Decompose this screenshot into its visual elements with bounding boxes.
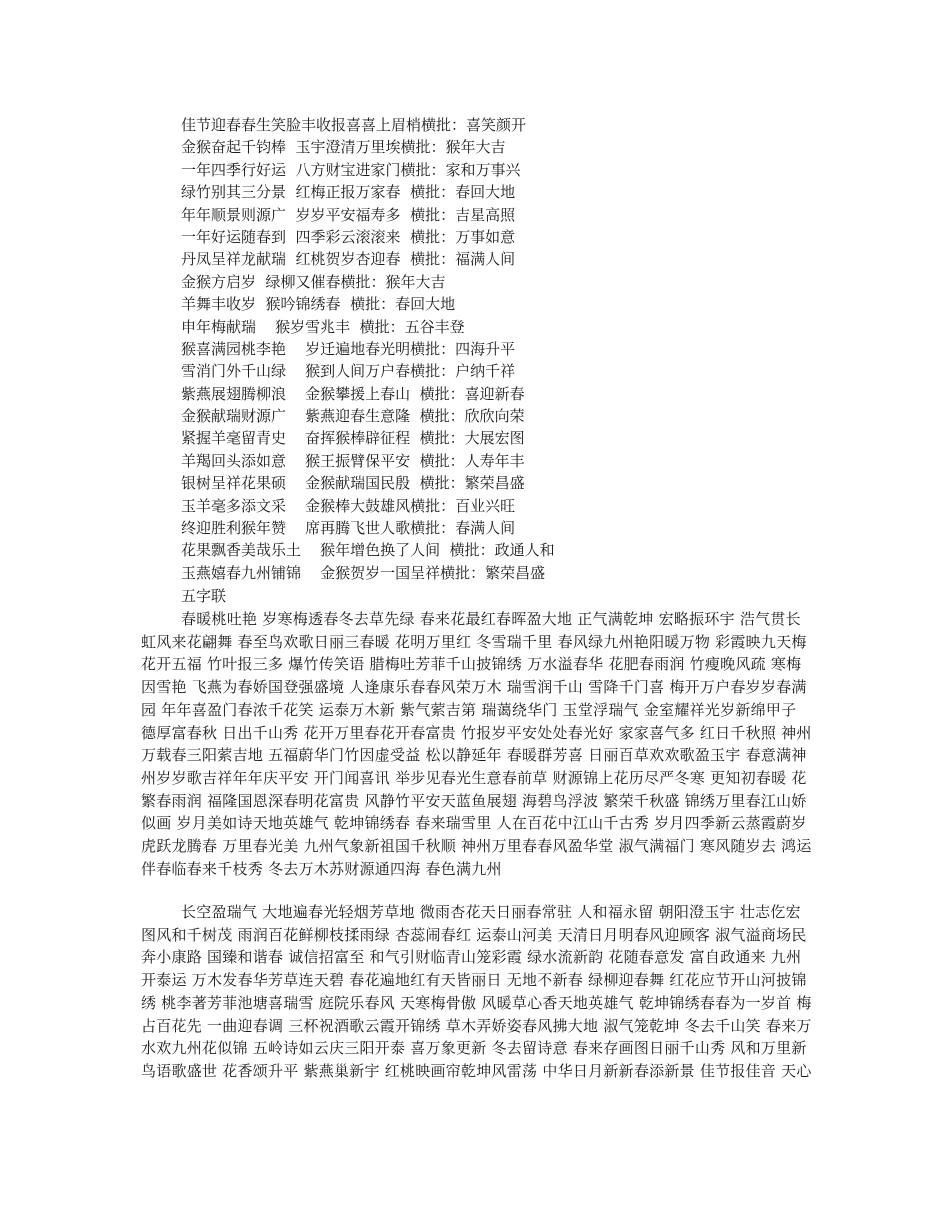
couplet-line: 玉燕嬉春九州铺锦 金猴贺岁一国呈祥横批：繁荣昌盛 xyxy=(181,563,546,582)
couplet-line: 一年好运随春到 四季彩云滚滚来 横批：万事如意 xyxy=(181,227,516,246)
couplet-line: 申年梅献瑞 猴岁雪兆丰 横批：五谷丰登 xyxy=(181,317,465,336)
couplet-line: 羊舞丰收岁 猴吟锦绣春 横批：春回大地 xyxy=(181,295,456,314)
section-heading: 五字联 xyxy=(181,587,227,605)
couplet-line: 金猴方启岁 绿柳又催春横批：猴年大吉 xyxy=(181,272,446,291)
couplet-line: 丹凤呈祥龙献瑞 红桃贺岁杏迎春 横批：福满人间 xyxy=(181,250,516,269)
couplet-line: 紧握羊毫留青史 奋挥猴棒辟征程 横批：大展宏图 xyxy=(181,429,525,448)
couplet-line: 金猴献瑞财源广 紫燕迎春生意隆 横批：欣欣向荣 xyxy=(181,407,525,426)
couplet-line: 玉羊毫多添文采 金猴棒大鼓雄风横批：百业兴旺 xyxy=(181,496,516,515)
couplet-line: 雪消门外千山绿 猴到人间万户春横批：户纳千祥 xyxy=(181,362,516,381)
couplet-line: 紫燕展翅腾柳浪 金猴攀援上春山 横批：喜迎新春 xyxy=(181,384,525,403)
couplet-line: 绿竹别其三分景 红梅正报万家春 横批：春回大地 xyxy=(181,183,516,202)
couplet-line: 金猴奋起千钧棒 玉宇澄清万里埃横批：猴年大吉 xyxy=(181,138,506,157)
couplet-line: 羊羯回头添如意 猴王振臂保平安 横批：人寿年丰 xyxy=(181,451,525,470)
couplet-line: 猴喜满园桃李艳 岁迁遍地春光明横批：四海升平 xyxy=(181,339,516,358)
couplet-line: 银树呈祥花果硕 金猴献瑞国民殷 横批：繁荣昌盛 xyxy=(181,474,525,493)
couplet-line: 佳节迎春春生笑脸丰收报喜喜上眉梢横批：喜笑颜开 xyxy=(181,116,527,134)
couplet-line: 终迎胜利猴年赞 席再腾飞世人歌横批：春满人间 xyxy=(181,519,516,538)
couplet-line: 一年四季行好运 八方财宝进家门横批：家和万事兴 xyxy=(181,160,521,179)
couplet-line: 年年顺景则源广 岁岁平安福寿多 横批：吉星高照 xyxy=(181,205,516,224)
body-paragraph: 长空盈瑞气 大地遍春光轻烟芳草地 微雨杏花天日丽春常驻 人和福永留 朝阳澄玉宇 壮志仡宏图风和千树茂 雨润百花鲜柳枝揉雨绿 杏蕊闹春红 运泰山河美 天清日月明春风迎顾客 淑气溢商场民奔小康路 国臻和谐春 诚信招富至 和气引财临青山笼彩霞 绿水流新韵 花随春意发 富自政通来 九州开泰运 万木发春华芳草连天碧 春花遍地红有天皆丽日 无地不新春 绿柳迎春舞 红花应节开山河披锦绣 桃李著芳菲池塘喜瑞雪 庭院乐春风 天寒梅骨傲 风暖草心香天地英雄气 乾坤锦绣春春为一岁首 梅占百花先 一曲迎春调 三杯祝酒歌云霞开锦绣 草木弄娇姿春风拂大地 淑气笼乾坤 冬去千山笑 春来万水欢九州花似锦 五岭诗如云庆三阳开泰 喜万象更新 冬去留诗意 春来存画图日丽千山秀 风和万里新鸟语歌盛世 花香颂升平 紫燕巢新宇 红桃映画帘乾坤风雷荡 中华日月新新春添新景 佳节报佳音 天心 xyxy=(141,903,812,1080)
couplet-list xyxy=(181,114,555,584)
couplet-line: 花果飘香美哉乐土 猴年增色换了人间 横批：政通人和 xyxy=(181,541,555,560)
body-paragraph: 春暖桃吐艳 岁寒梅透春冬去草先绿 春来花最红春晖盈大地 正气满乾坤 宏略振环宇 浩气贯长虹风来花翩舞 春至鸟欢歌日丽三春暖 花明万里红 冬雪瑞千里 春风绿九州艳阳暖万物 彩霞映九天梅花开五福 竹叶报三多 爆竹传笑语 腊梅吐芳菲千山披锦绣 万水溢春华 花肥春雨润 竹瘦晚风疏 寒梅因雪艳 飞燕为春娇国登强盛境 人逢康乐春春风荣万木 瑞雪润千山 雪降千门喜 梅开万户春岁岁春满园 年年喜盈门春浓千花笑 运泰万木新 紫气萦吉第 瑞蔼绕华门 玉堂浮瑞气 金室耀祥光岁新绵甲子 德厚富春秋 日出千山秀 花开万里春花开春富贵 竹报岁平安处处春光好 家家喜气多 红日千秋照 神州万载春三阳萦吉地 五福蔚华门竹因虚受益 松以静延年 春暖群芳喜 日丽百草欢欢歌盈玉宇 春意满神州岁岁歌吉祥年年庆平安 开门闻喜讯 举步见春光生意春前草 财源锦上花历尽严冬寒 更知初春暖 花繁春雨润 福隆国恩深春明花富贵 风静竹平安天蓝鱼展翅 海碧鸟浮波 繁荣千秋盛 锦绣万里春江山娇似画 岁月美如诗天地英雄气 乾坤锦绣春 春来瑞雪里 人在百花中江山千古秀 岁月四季新云蒸霞蔚岁 虎跃龙腾春 万里春光美 九州气象新祖国千秋顺 神州万里春春风盈华堂 淑气满福门 寒风随岁去 鸿运伴春临春来千枝秀 冬去万木苏财源通四海 春色满九州 xyxy=(141,610,812,878)
